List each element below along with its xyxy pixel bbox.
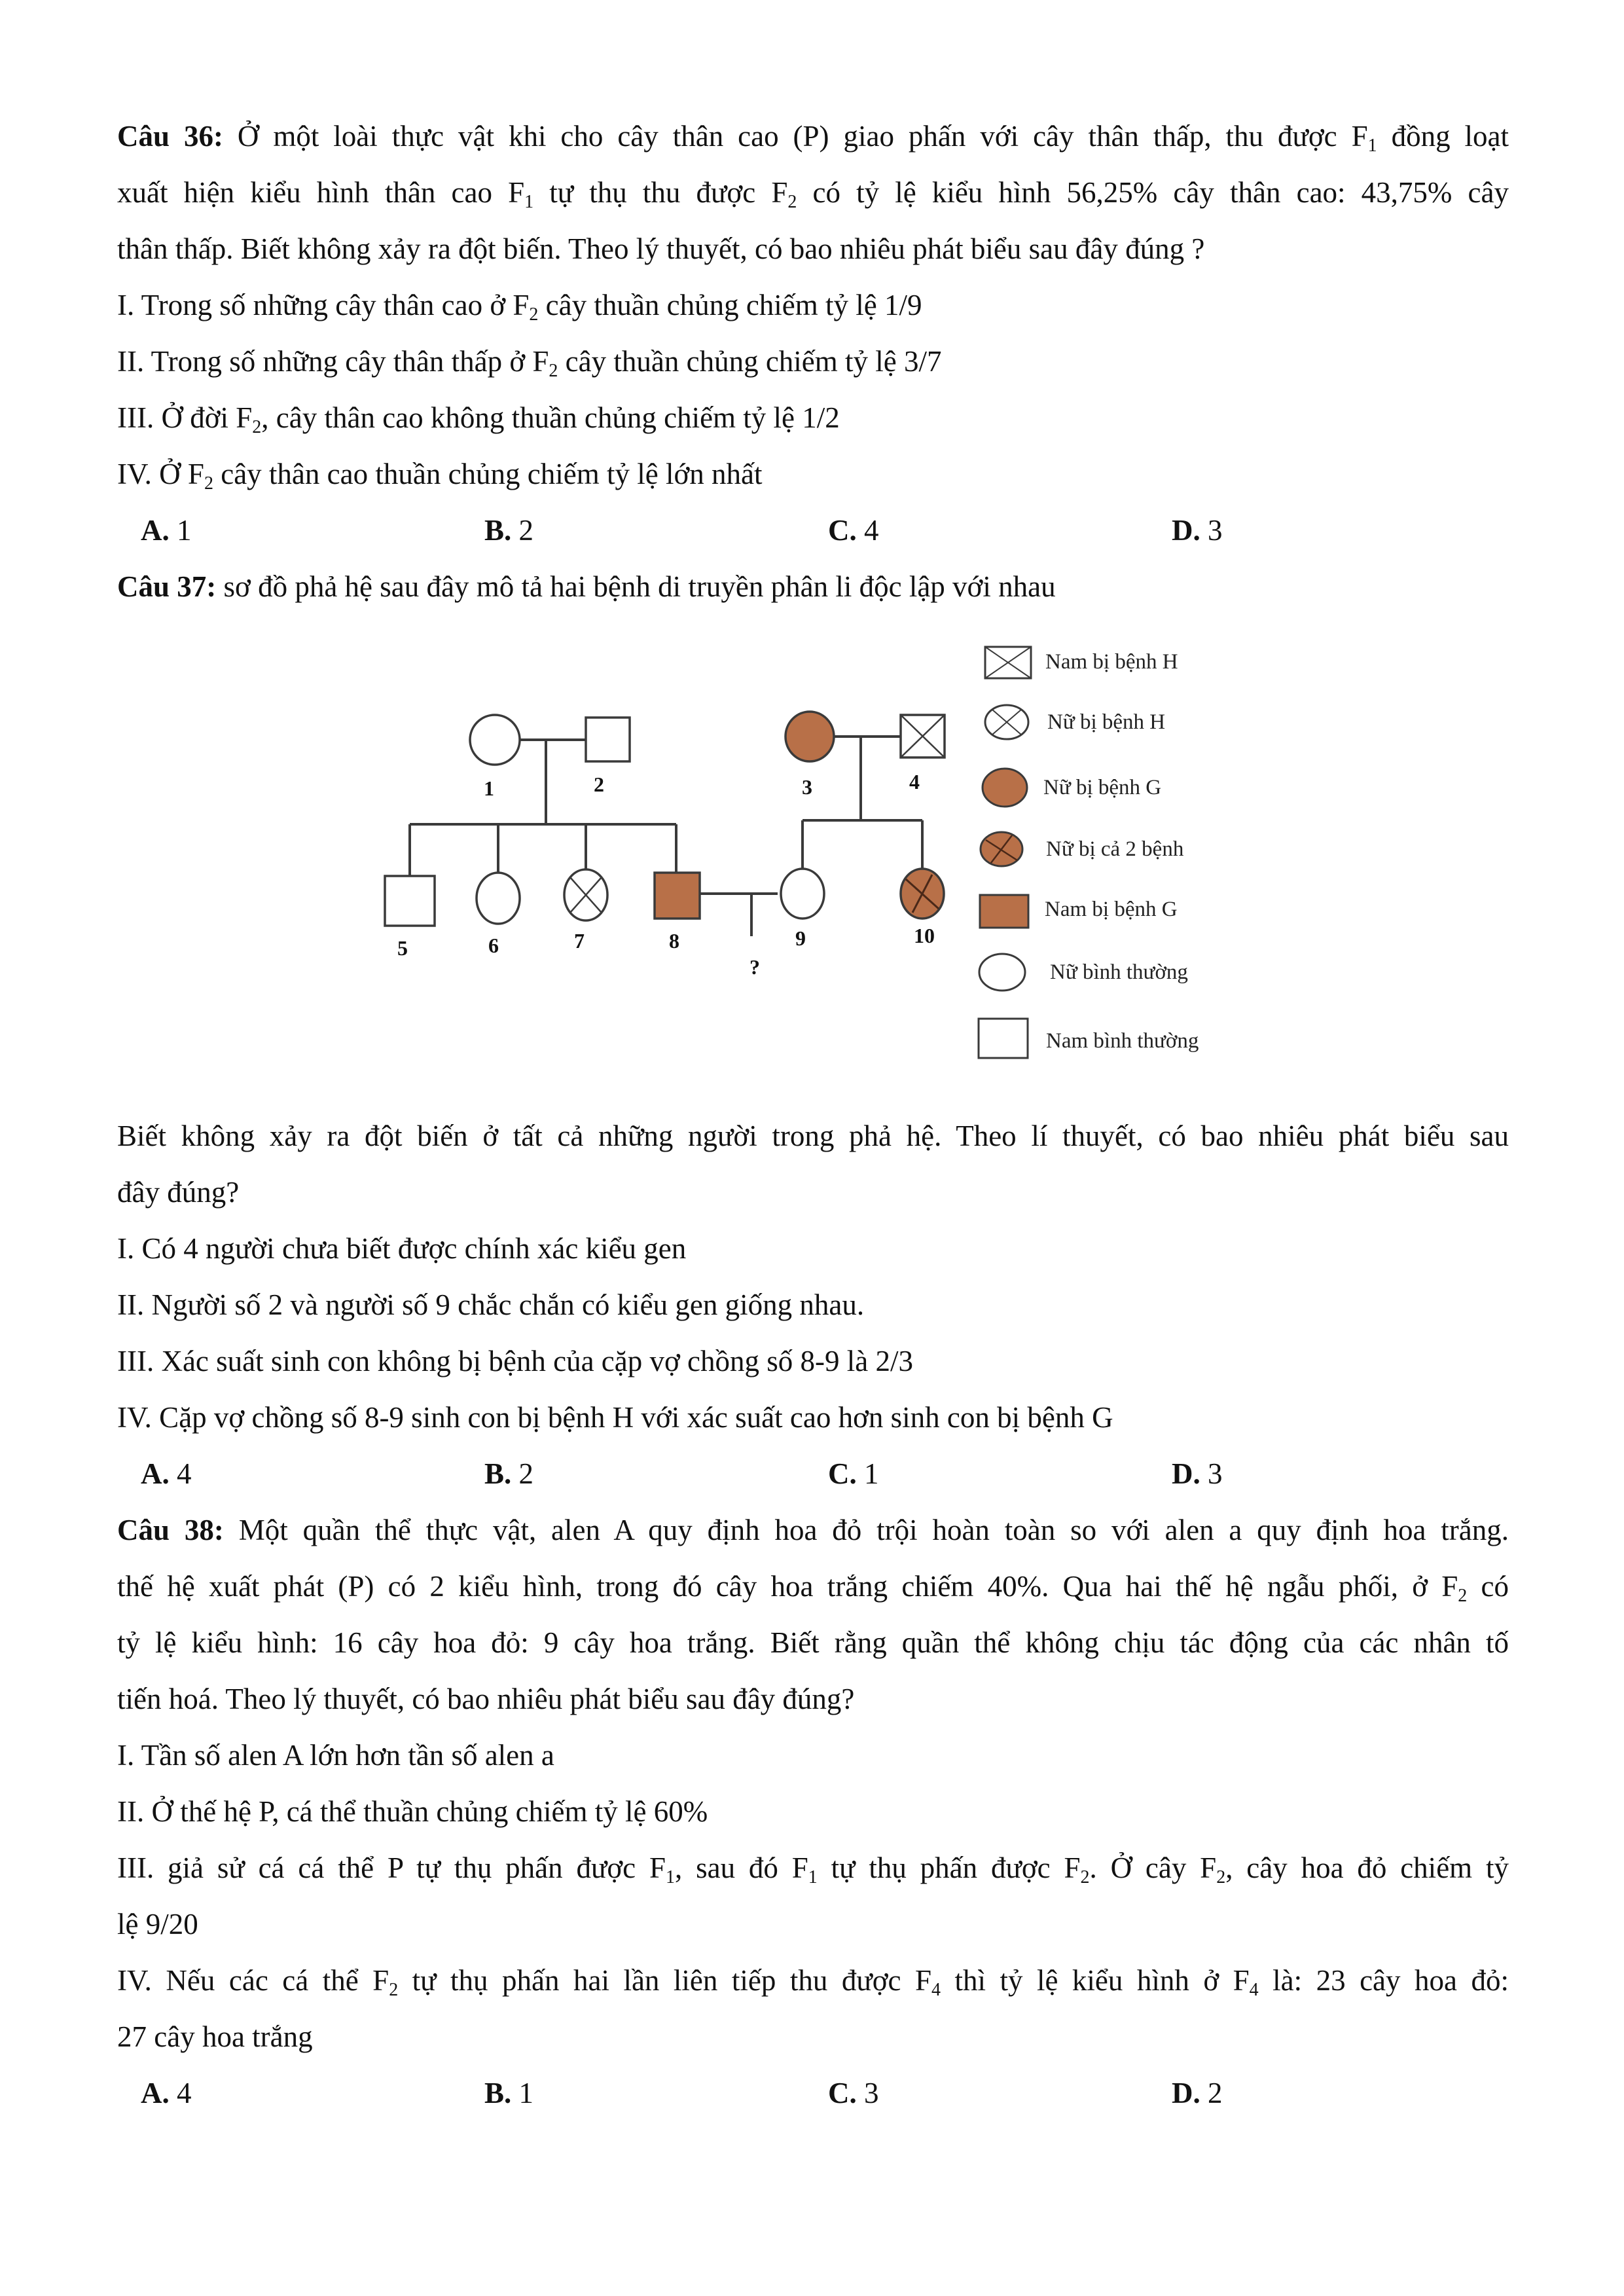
q38-stem-line-2: thế hệ xuất phát (P) có 2 kiểu hình, trong đó cây hoa trắng chiếm 40%. Qua hai thế hệ ngẫu phối, ở $F_2$ có [117, 1570, 1509, 1606]
label-individual-9: 9 [795, 926, 806, 950]
q38-option-a[interactable]: A. 4 [141, 2077, 192, 2109]
individual-1-female-normal-icon [470, 715, 520, 765]
legend-label-female-h: Nữ bị bệnh H [1047, 710, 1166, 734]
label-individual-6: 6 [488, 934, 499, 957]
q36-label: Câu 36: [117, 120, 223, 153]
q36-stem-line-2: xuất hiện kiểu hình thân cao $F_1$ tự thụ thu được $F_2$ có tỷ lệ kiểu hình 56,25% cây thân cao: 43,75% cây [117, 176, 1509, 212]
q36-statement-2: II. Trong số những cây thân thấp ở $F_2$ cây thuần chủng chiếm tỷ lệ 3/7 [117, 345, 942, 381]
legend-label-male-normal: Nam bình thường [1046, 1029, 1199, 1053]
legend-male-disease-g-icon [980, 895, 1028, 928]
q37-statement-3: III. Xác suất sinh con không bị bệnh của cặp vợ chồng số 8-9 là 2/3 [117, 1345, 913, 1377]
label-individual-7: 7 [574, 929, 585, 953]
q37-label: Câu 37: [117, 570, 217, 603]
q38-option-d[interactable]: D. 2 [1172, 2077, 1223, 2109]
individual-2-male-normal-icon [586, 718, 630, 761]
q38-statement-1: I. Tần số alen A lớn hơn tần số alen a [117, 1739, 554, 1772]
q36-option-c[interactable]: C. 4 [828, 514, 879, 547]
legend-label-female-both: Nữ bị cả 2 bệnh [1046, 837, 1184, 861]
q37-stem: Câu 37: sơ đồ phả hệ sau đây mô tả hai bệnh di truyền phân li độc lập với nhau [117, 570, 1056, 603]
q38-label: Câu 38: [117, 1514, 224, 1546]
legend-female-both-diseases-icon [981, 832, 1022, 866]
individual-6-female-normal-icon [477, 873, 520, 924]
legend-label-male-g: Nam bị bệnh G [1045, 898, 1178, 921]
legend-label-female-g: Nữ bị bệnh G [1043, 776, 1162, 799]
legend-female-disease-g-icon [983, 769, 1027, 807]
q36-option-a[interactable]: A. 1 [141, 514, 192, 547]
legend-male-normal-icon [979, 1019, 1028, 1058]
q38-statement-2: II. Ở thế hệ P, cá thể thuần chủng chiếm tỷ lệ 60% [117, 1795, 708, 1828]
legend-female-normal-icon [979, 954, 1025, 991]
legend-label-female-normal: Nữ bình thường [1050, 960, 1188, 984]
q37-option-b[interactable]: B. 2 [484, 1457, 534, 1490]
individual-10-female-both-diseases-icon [901, 869, 944, 919]
individual-5-male-normal-icon [385, 876, 435, 926]
q37-statement-1: I. Có 4 người chưa biết được chính xác kiểu gen [117, 1232, 687, 1265]
q36-statement-3: III. Ở đời $F_2$, cây thân cao không thuần chủng chiếm tỷ lệ 1/2 [117, 401, 840, 437]
q38-stem-line-3: tỷ lệ kiểu hình: 16 cây hoa đỏ: 9 cây hoa trắng. Biết rằng quần thể không chịu tác động của các nhân tố [117, 1626, 1509, 1659]
q38-statement-4-line-2: 27 cây hoa trắng [117, 2020, 313, 2053]
individual-9-female-normal-icon [781, 869, 824, 919]
q36-stem-line-3: thân thấp. Biết không xảy ra đột biến. Theo lý thuyết, có bao nhiêu phát biểu sau đây đúng ? [117, 232, 1205, 265]
label-individual-1: 1 [484, 776, 494, 800]
q38-statement-3-line-1: III. giả sử cá cá thể P tự thụ phấn được $F_1$, sau đó $F_1$ tự thụ phấn được $F_2$. Ở cây $F_2$, cây hoa đỏ chiếm tỷ [117, 1851, 1509, 1887]
legend-male-disease-h-icon [985, 647, 1031, 678]
label-individual-3: 3 [802, 775, 812, 799]
q37-option-a[interactable]: A. 4 [141, 1457, 192, 1490]
label-individual-4: 4 [909, 770, 920, 793]
q38-option-c[interactable]: C. 3 [828, 2077, 879, 2109]
label-individual-10: 10 [914, 924, 935, 947]
label-individual-8: 8 [669, 929, 679, 953]
q36-option-d[interactable]: D. 3 [1172, 514, 1223, 547]
q37-statement-2: II. Người số 2 và người số 9 chắc chắn có kiểu gen giống nhau. [117, 1288, 865, 1321]
q36-option-b[interactable]: B. 2 [484, 514, 534, 547]
individual-7-female-disease-h-icon [564, 869, 607, 920]
q38-stem-line-1: Câu 38: Một quần thể thực vật, alen A quy định hoa đỏ trội hoàn toàn so với alen a quy định hoa trắng. [117, 1514, 1509, 1546]
label-individual-2: 2 [594, 773, 604, 796]
q38-statement-3-line-2: lệ 9/20 [117, 1908, 198, 1941]
q37-option-d[interactable]: D. 3 [1172, 1457, 1223, 1490]
legend-label-male-h: Nam bị bệnh H [1045, 650, 1178, 674]
q38-stem-line-4: tiến hoá. Theo lý thuyết, có bao nhiêu phát biểu sau đây đúng? [117, 1683, 855, 1715]
individual-4-male-disease-h-icon [901, 715, 945, 757]
q37-stem2-line-2: đây đúng? [117, 1176, 240, 1209]
q37-statement-4: IV. Cặp vợ chồng số 8-9 sinh con bị bệnh H với xác suất cao hơn sinh con bị bệnh G [117, 1401, 1113, 1434]
q36-statement-1: I. Trong số những cây thân cao ở $F_2$ cây thuần chủng chiếm tỷ lệ 1/9 [117, 289, 922, 325]
q37-stem2-line-1: Biết không xảy ra đột biến ở tất cả những người trong phả hệ. Theo lí thuyết, có bao nhiêu phát biểu sau [117, 1120, 1509, 1152]
q36-stem-line-1: Câu 36: Ở một loài thực vật khi cho cây thân cao (P) giao phấn với cây thân thấp, thu được $F_1$ đồng loạt [117, 120, 1509, 156]
q37-option-c[interactable]: C. 1 [828, 1457, 879, 1490]
label-individual-5: 5 [397, 936, 408, 960]
q38-statement-4-line-1: IV. Nếu các cá thể $F_2$ tự thụ phấn hai lần liên tiếp thu được $F_4$ thì tỷ lệ kiểu hình ở $F_4$ là: 23 cây hoa đỏ: [117, 1964, 1509, 2000]
label-unknown-child: ? [749, 955, 760, 979]
q36-statement-4: IV. Ở $F_2$ cây thân cao thuần chủng chiếm tỷ lệ lớn nhất [117, 458, 763, 494]
legend-female-disease-h-icon [985, 705, 1028, 739]
pedigree-diagram [0, 0, 1624, 1113]
individual-3-female-disease-g-icon [785, 712, 834, 761]
q38-option-b[interactable]: B. 1 [484, 2077, 534, 2109]
individual-8-male-disease-g-icon [655, 873, 700, 919]
